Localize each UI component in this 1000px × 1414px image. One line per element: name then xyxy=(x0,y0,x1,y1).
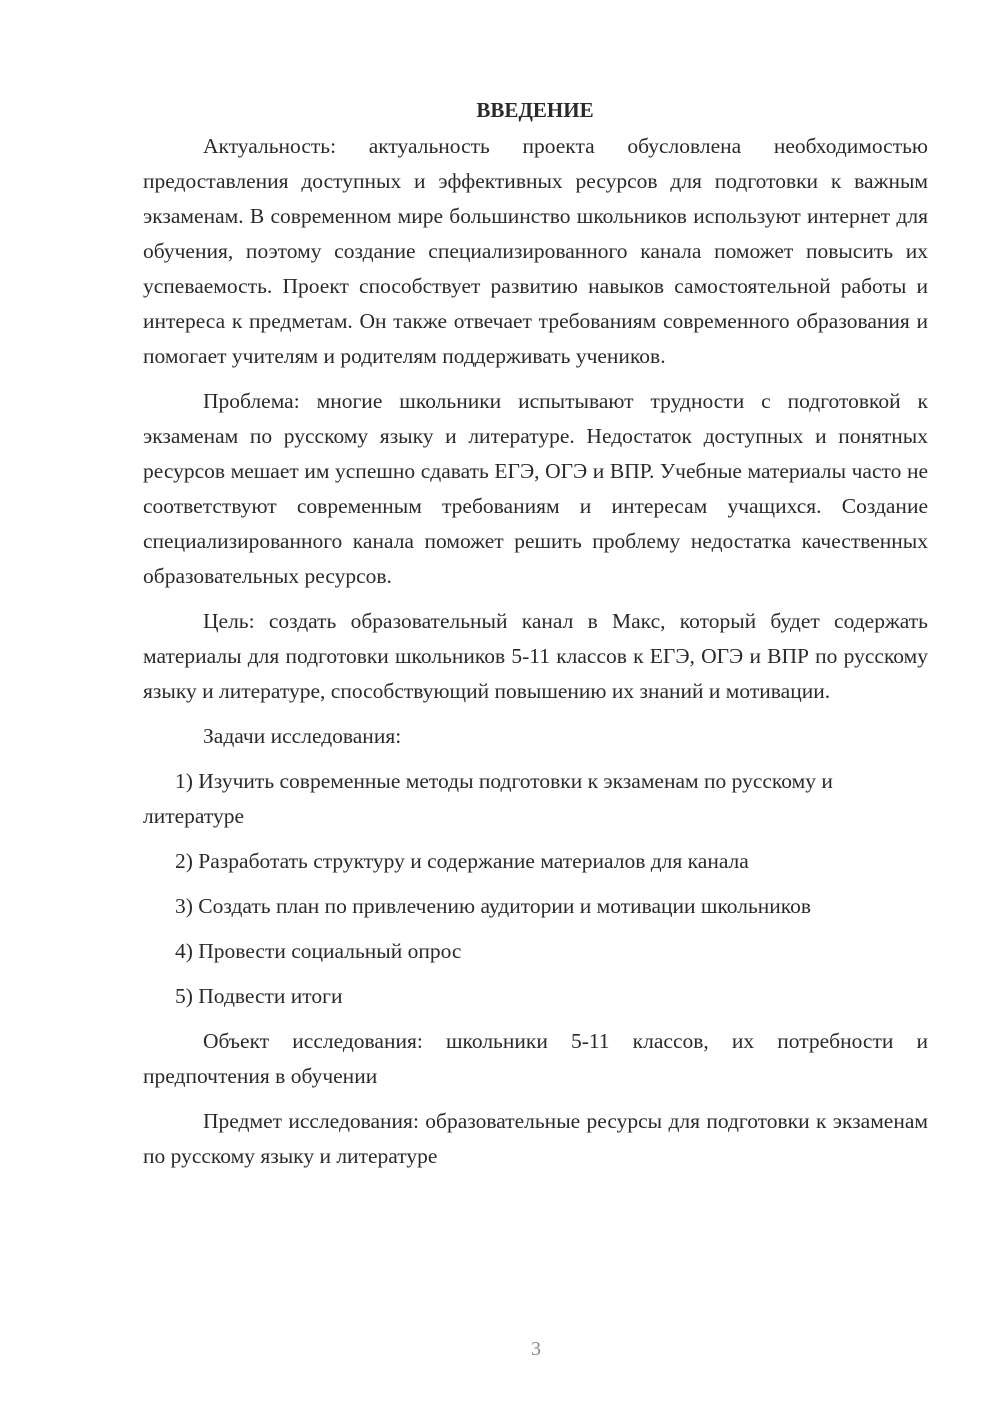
subject-paragraph: Предмет исследования: образовательные ресурсы для подготовки к экзаменам по русскому языку и литературе xyxy=(143,1109,928,1168)
task-item-5: 5) Подвести итоги xyxy=(175,984,343,1008)
goal-paragraph: Цель: создать образовательный канал в Макс, который будет содержать материалы для подготовки школьников 5-11 классов к ЕГЭ, ОГЭ и ВПР по русскому языку и литературе, способствующий повышению их знаний и мотивации. xyxy=(143,609,928,703)
task-item-1: 1) Изучить современные методы подготовки к экзаменам по русскому и литературе xyxy=(143,769,833,828)
section-heading: ВВЕДЕНИЕ xyxy=(476,98,594,122)
page-content xyxy=(143,92,928,1174)
task-item-3: 3) Создать план по привлечению аудитории и мотивации школьников xyxy=(175,894,812,918)
task-item-2: 2) Разработать структуру и содержание материалов для канала xyxy=(175,849,749,873)
relevance-paragraph: Актуальность: актуальность проекта обусловлена необходимостью предоставления доступных и эффективных ресурсов для подготовки к важным экзаменам. В современном мире большинство школьников используют интернет для обучения, поэтому создание специализированного канала поможет повысить их успеваемость. Проект способствует развитию навыков самостоятельной работы и интереса к предметам. Он также отвечает требованиям современного образования и помогает учителям и родителям поддерживать учеников. xyxy=(143,134,928,368)
object-paragraph: Объект исследования: школьники 5-11 классов, их потребности и предпочтения в обучении xyxy=(143,1029,928,1088)
page-number: 3 xyxy=(531,1338,541,1360)
task-item-4: 4) Провести социальный опрос xyxy=(175,939,462,963)
tasks-heading: Задачи исследования: xyxy=(203,724,402,748)
problem-paragraph: Проблема: многие школьники испытывают трудности с подготовкой к экзаменам по русскому языку и литературе. Недостаток доступных и понятных ресурсов мешает им успешно сдавать ЕГЭ, ОГЭ и ВПР. Учебные материалы часто не соответствуют современным требованиям и интересам учащихся. Создание специализированного канала поможет решить проблему недостатка качественных образовательных ресурсов. xyxy=(143,389,928,588)
